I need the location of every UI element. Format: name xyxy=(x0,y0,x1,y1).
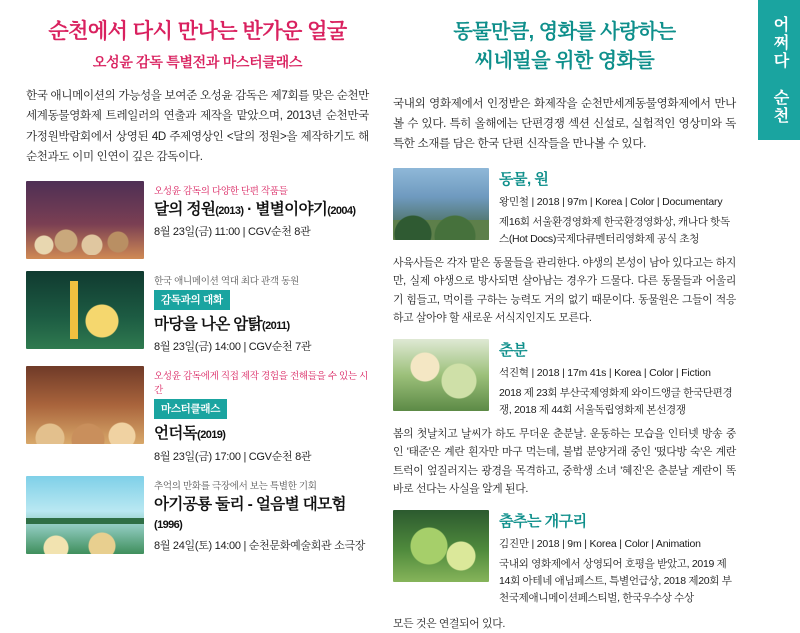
right-main-title xyxy=(393,18,736,76)
film-tagline: 오성윤 감독의 다양한 단편 작품들 xyxy=(154,185,288,197)
left-column xyxy=(14,14,381,612)
film-title-text: 달의 정원 xyxy=(154,200,216,218)
film-title-text: 언더독 xyxy=(154,425,198,443)
film-credits: 석진혁 | 2018 | 17m 41s | Korea | Color | Fiction xyxy=(499,367,711,380)
film-info xyxy=(154,366,369,463)
film-thumbnail xyxy=(26,476,144,554)
film-year: (2013) xyxy=(215,204,244,217)
film-info xyxy=(154,476,369,554)
film-title xyxy=(154,200,369,219)
film-tagline: 추억의 만화를 극장에서 보는 특별한 기회 xyxy=(154,480,317,492)
list-item xyxy=(26,271,369,354)
status-badge: 마스터클래스 xyxy=(154,399,227,419)
film-year-2: (2004) xyxy=(327,204,356,217)
left-main-title: 순천에서 다시 만나는 반가운 얼굴 xyxy=(48,20,347,43)
film-thumbnail xyxy=(393,168,489,240)
film-thumbnail xyxy=(26,271,144,349)
film-still-image xyxy=(26,476,144,554)
film-info xyxy=(499,339,736,419)
film-info xyxy=(499,168,736,248)
film-info xyxy=(499,510,736,606)
left-intro-paragraph: 한국 애니메이션의 가능성을 보여준 오성윤 감독은 제7회를 맞은 순천만세계동물영화제 트레일러의 연출과 제작을 맡았으며, 2013년 순천만국가정원박람회에서 상영된 4D 주제영상인 <달의 정원>을 제작하기도 해 순천과도 이미 인연이 깊은 감독이다. xyxy=(26,90,369,163)
film-awards: 국내외 영화제에서 상영되어 호평을 받았고, 2019 제14회 아테네 애님페스트, 특별언급상, 2018 제20회 부천국제애니메이션페스티벌, 한국우수상 수상 xyxy=(499,558,732,604)
right-column xyxy=(381,14,748,630)
film-title xyxy=(154,424,369,443)
list-item xyxy=(393,339,736,498)
film-tagline: 오성윤 감독에게 직접 제작 경험을 전해들을 수 있는 시간 xyxy=(154,371,369,397)
film-header xyxy=(393,510,736,606)
status-badge: 감독과의 대화 xyxy=(154,290,230,310)
list-item xyxy=(393,168,736,327)
film-thumbnail xyxy=(26,181,144,259)
right-intro-paragraph: 국내외 영화제에서 인정받은 화제작을 순천만세계동물영화제에서 만나볼 수 있다. 특히 올해에는 단편경쟁 섹션 신설로, 실험적인 영상미와 독특한 소재를 담은 한국 단편 신작들을 만나볼 수 있다. xyxy=(393,98,736,151)
list-item xyxy=(26,366,369,463)
film-info xyxy=(154,181,369,259)
film-header xyxy=(393,168,736,248)
film-title xyxy=(154,315,369,334)
film-screening-info: 8월 23일(금) 11:00 | CGV순천 8관 xyxy=(154,226,311,239)
film-thumbnail xyxy=(26,366,144,444)
film-title xyxy=(154,495,369,534)
film-synopsis: 모든 것은 연결되어 있다. xyxy=(393,617,506,630)
film-tagline: 한국 애니메이션 역대 최다 관객 동원 xyxy=(154,275,299,287)
film-still-image xyxy=(26,271,144,349)
film-year: (2011) xyxy=(262,319,290,332)
film-title-text: 마당을 나온 암탉 xyxy=(154,315,263,333)
film-info xyxy=(154,271,369,354)
list-item xyxy=(26,181,369,259)
film-thumbnail xyxy=(393,339,489,411)
film-still-image xyxy=(393,510,489,582)
film-screening-info: 8월 24일(토) 14:00 | 순천문화예술회관 소극장 xyxy=(154,540,366,553)
film-header xyxy=(393,339,736,419)
right-main-title-line1: 동물만큼, 영화를 사랑하는 xyxy=(453,21,676,43)
film-year: (1996) xyxy=(154,518,183,531)
film-year: (2019) xyxy=(197,429,226,442)
film-still-image xyxy=(26,181,144,259)
film-synopsis: 봄의 첫날치고 날씨가 하도 무더운 춘분날. 운동하는 모습을 인터넷 방송 중인 '태준'은 계란 흰자만 마구 먹는데, 불법 분양거래 중인 '떴다방 숙'은 계란트럭이 엎질러지는 광경을 목격하고, 중학생 소녀 '혜진'은 춘분날 계란이 똑바로 선다는 사실을 알게 된다. xyxy=(393,427,736,495)
film-still-image xyxy=(393,168,489,240)
section-tab-label: 어쩌다 순천 xyxy=(758,0,800,140)
film-awards: 2018 제 23회 부산국제영화제 와이드앵글 한국단편경쟁, 2018 제 44회 서울독립영화제 본선경쟁 xyxy=(499,387,733,417)
right-main-title-line2: 씨네필을 위한 영화들 xyxy=(474,50,655,72)
film-still-image xyxy=(26,366,144,444)
film-title-text-2: · 별별이야기 xyxy=(243,200,328,218)
film-title: 춘분 xyxy=(499,342,527,360)
film-still-image xyxy=(393,339,489,411)
film-awards: 제16회 서울환경영화제 한국환경영화상, 캐나다 핫독스(Hot Docs)국제다큐멘터리영화제 공식 초청 xyxy=(499,216,730,246)
film-screening-info: 8월 23일(금) 17:00 | CGV순천 8관 xyxy=(154,450,312,463)
film-screening-info: 8월 23일(금) 14:00 | CGV순천 7관 xyxy=(154,341,312,354)
film-synopsis: 사육사들은 각자 맡은 동물들을 관리한다. 야생의 본성이 남아 있다고는 하지만, 실제 야생으로 방사되면 살아남는 경우가 드물다. 다른 동물들과 어울리기 힘들고, 먹이를 구하는 능력도 거의 없기 때문이다. 동물원은 그들이 적응하고 살아야 할 새로운 서식지인지도 모른다. xyxy=(393,256,736,324)
film-thumbnail xyxy=(393,510,489,582)
left-sub-title: 오성윤 감독 특별전과 마스터클래스 xyxy=(92,54,303,71)
film-credits: 김진만 | 2018 | 9m | Korea | Color | Animation xyxy=(499,538,701,551)
film-title-text: 아기공룡 둘리 - 얼음별 대모험 xyxy=(154,495,346,513)
film-title: 춤추는 개구리 xyxy=(499,513,587,531)
film-credits: 왕민철 | 2018 | 97m | Korea | Color | Documentary xyxy=(499,196,723,209)
list-item xyxy=(393,510,736,633)
film-title: 동물, 원 xyxy=(499,171,549,189)
list-item xyxy=(26,476,369,554)
